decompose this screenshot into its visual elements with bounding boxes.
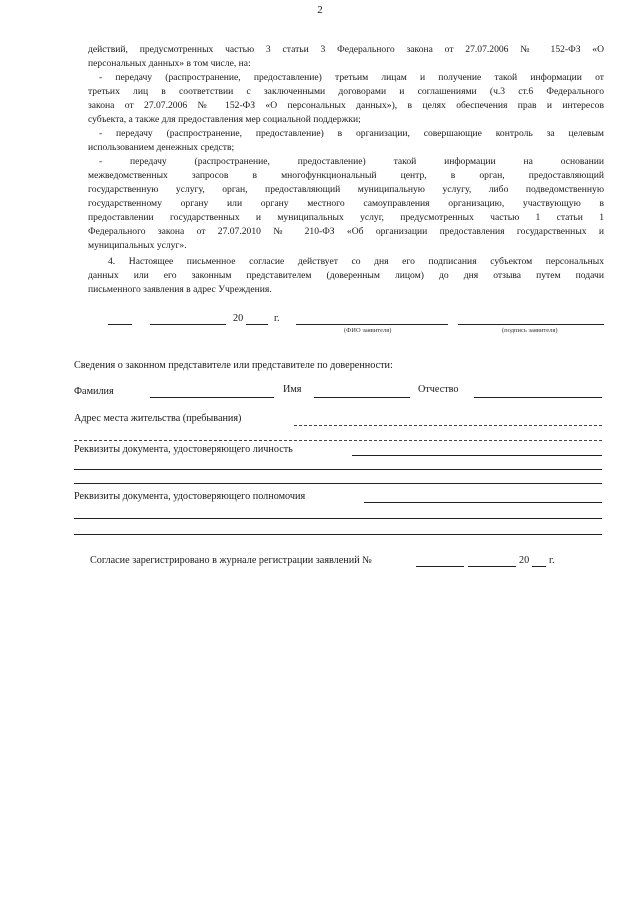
surname-label: Фамилия <box>74 386 114 397</box>
address-label: Адрес места жительства (пребывания) <box>74 413 242 424</box>
address-field[interactable] <box>294 425 602 426</box>
id-document-field[interactable] <box>352 455 602 456</box>
representative-heading: Сведения о законном представителе или представителе по доверенности: <box>74 360 393 371</box>
date-day-line[interactable] <box>108 324 132 325</box>
body-line: персональных данных» в том числе, на: <box>88 58 251 69</box>
registration-year-field[interactable] <box>532 566 546 567</box>
signature-line[interactable] <box>458 324 604 325</box>
body-line: предоставлении государственных и муниципальных услуг, предусмотренных частью 1 статьи 1 <box>88 212 604 223</box>
name-label: Имя <box>283 384 302 395</box>
fio-line[interactable] <box>296 324 448 325</box>
year-suffix: г. <box>274 313 280 324</box>
body-line: действий, предусмотренных частью 3 статьи 3 Федерального закона от 27.07.2006 № 152-ФЗ «О <box>88 44 604 55</box>
page-number: 2 <box>317 4 323 16</box>
body-line: данных или его законным представителем (доверенным лицом) до дня отзыва путем подачи <box>88 270 604 281</box>
id-document-field-line-2[interactable] <box>74 469 602 470</box>
body-line: письменного заявления в адрес Учреждения. <box>88 284 272 295</box>
body-line: закона от 27.07.2006 № 152-ФЗ «О персональных данных»), в целях обеспечения прав и интересов <box>88 100 604 111</box>
registration-number-field[interactable] <box>416 566 464 567</box>
fio-caption: (ФИО заявителя) <box>344 327 392 334</box>
address-field-line-2[interactable] <box>74 440 602 441</box>
registration-year-prefix: 20 <box>519 555 530 566</box>
body-line: третьих лиц в соответствии с заключенными договорами и соглашениями (ч.3 ст.6 Федерального <box>88 86 604 97</box>
date-month-line[interactable] <box>150 324 226 325</box>
body-line: 4. Настоящее письменное согласие действует со дня его подписания субъектом персональных <box>108 256 604 267</box>
body-line: субъекта, а также для предоставления мер социальной поддержки; <box>88 114 361 125</box>
registration-date-field[interactable] <box>468 566 516 567</box>
body-line: использованием денежных средств; <box>88 142 235 153</box>
authority-document-field-line-2[interactable] <box>74 518 602 519</box>
body-line: Федерального закона от 27.07.2010 № 210-ФЗ «Об организации предоставления государственных и <box>88 226 604 237</box>
body-line: муниципальных услуг». <box>88 240 187 251</box>
body-line: - передачу (распространение, предоставление) третьим лицам и получение такой информации от <box>99 72 604 83</box>
body-line: межведомственных запросов в многофункциональный центр, в орган, предоставляющий <box>88 170 604 181</box>
name-field[interactable] <box>314 397 410 398</box>
id-document-field-line-3[interactable] <box>74 483 602 484</box>
authority-document-field[interactable] <box>364 502 602 503</box>
body-line: государственную услугу, орган, предоставляющий муниципальную услугу, либо подведомственную <box>88 184 604 195</box>
year-prefix: 20 <box>233 313 244 324</box>
registration-text: Согласие зарегистрировано в журнале регистрации заявлений № <box>90 555 372 566</box>
surname-field[interactable] <box>150 397 274 398</box>
body-line: - передачу (распространение, предоставление) в организации, совершающие контроль за целевым <box>99 128 604 139</box>
id-document-label: Реквизиты документа, удостоверяющего личность <box>74 444 293 455</box>
registration-year-suffix: г. <box>549 555 555 566</box>
authority-document-label: Реквизиты документа, удостоверяющего полномочия <box>74 491 306 502</box>
authority-document-field-line-3[interactable] <box>74 534 602 535</box>
body-line: - передачу (распространение, предоставление) такой информации на основании <box>99 156 604 167</box>
body-line: государственному органу или органу местного самоуправления организацию, участвующую в <box>88 198 604 209</box>
patronymic-label: Отчество <box>418 384 459 395</box>
signature-caption: (подпись заявителя) <box>502 327 558 334</box>
date-year-line[interactable] <box>246 324 268 325</box>
patronymic-field[interactable] <box>474 397 602 398</box>
